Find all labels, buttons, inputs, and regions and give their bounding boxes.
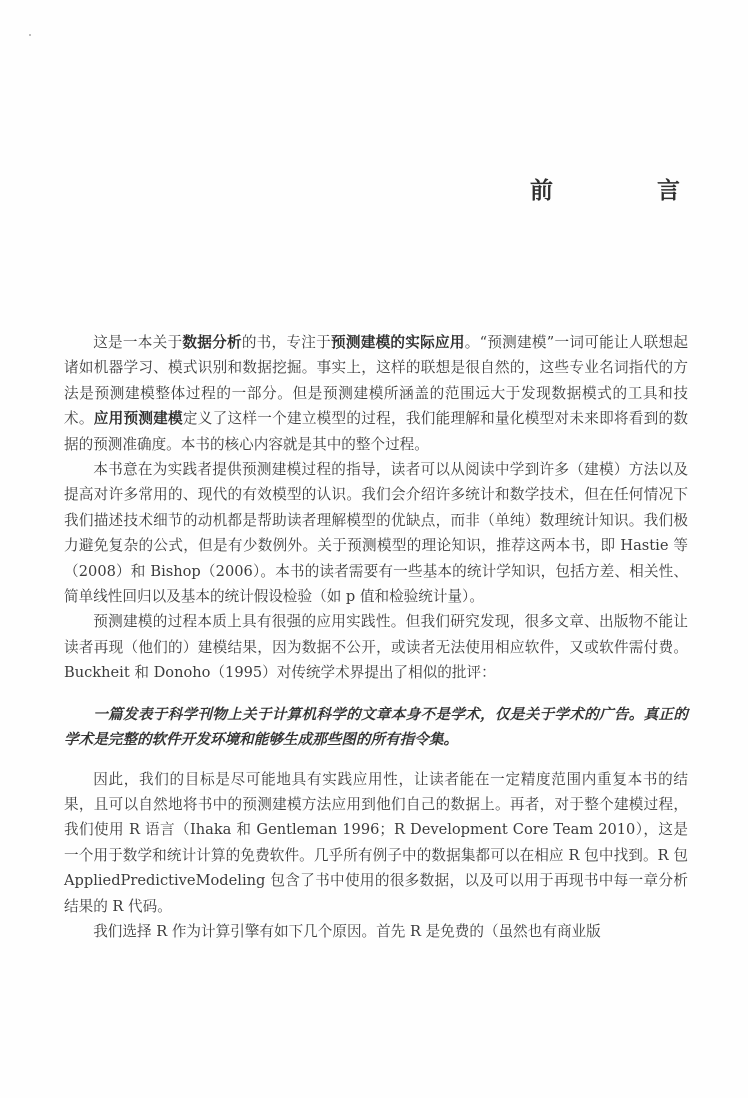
emphasis-practical-application: 预测建模的实际应用 xyxy=(330,334,465,351)
paragraph-3: 预测建模的过程本质上具有很强的应用实践性。但我们研究发现，很多文章、出版物不能让读者再现（他们的）建模结果，因为数据不公开，或读者无法使用相应软件，又或软件需付费。Buckheit 和 Donoho（1995）对传统学术界提出了相似的批评： xyxy=(64,613,688,682)
paragraph-4: 因此，我们的目标是尽可能地具有实践应用性，让读者能在一定精度范围内重复本书的结果，且可以自然地将书中的预测建模方法应用到他们自己的数据上。再者，对于整个建模过程，我们使用 R 语言（Ihaka 和 Gentleman 1996；R Development Core Team 2010），这是一个用于数学和统计计算的免费软件。几乎所有例子中的数据集都可以在相应 R 包中找到。R 包 AppliedPredictiveModeling 包含了书中使用的很多数据，以及可以用于再现书中每一章分析结果的 R 代码。 xyxy=(64,770,688,915)
block-quote: 一篇发表于科学刊物上关于计算机科学的文章本身不是学术，仅是关于学术的广告。真正的学术是完整的软件开发环境和能够生成那些图的所有指令集。 xyxy=(64,705,688,749)
paragraph-1-text-1: 这是一本关于 xyxy=(93,334,183,351)
chapter-title: 前 言 xyxy=(529,178,728,204)
body-text xyxy=(64,330,688,944)
emphasis-applied-predictive-modeling: 应用预测建模 xyxy=(93,410,183,428)
paragraph-1-text-4: 定义了这样一个建立模型的过程，我们能理解和量化模型对未来即将看到的数据的预测准确度。本书的核心内容就是其中的整个过程。 xyxy=(64,410,688,453)
paragraph-5: 我们选择 R 作为计算引擎有如下几个原因。首先 R 是免费的（虽然也有商业版 xyxy=(93,922,601,940)
emphasis-data-analysis: 数据分析 xyxy=(182,334,242,351)
paragraph-1 xyxy=(64,330,688,457)
paragraph-1-text-3: 。“预测建模”一词可能让人联想起诸如机器学习、模式识别和数据挖掘。事实上，这样的联想是很自然的，这些专业名词指代的方法是预测建模整体过程的一部分。但是预测建模所涵盖的范围远大于发现数据模式的工具和技术。 xyxy=(64,334,688,428)
scan-speck xyxy=(29,34,31,36)
paragraph-2: 本书意在为实践者提供预测建模过程的指导，读者可以从阅读中学到许多（建模）方法以及提高对许多常用的、现代的有效模型的认识。我们会介绍许多统计和数学技术，但在任何情况下我们描述技术细节的动机都是帮助读者理解模型的优缺点，而非（单纯）数理统计知识。我们极力避免复杂的公式，但是有少数例外。关于预测模型的理论知识，推荐这两本书，即 Hastie 等（2008）和 Bishop（2006）。本书的读者需要有一些基本的统计学知识，包括方差、相关性、简单线性回归以及基本的统计假设检验（如 p 值和检验统计量）。 xyxy=(64,461,688,606)
paragraph-1-text-2: 的书，专注于 xyxy=(241,334,331,351)
